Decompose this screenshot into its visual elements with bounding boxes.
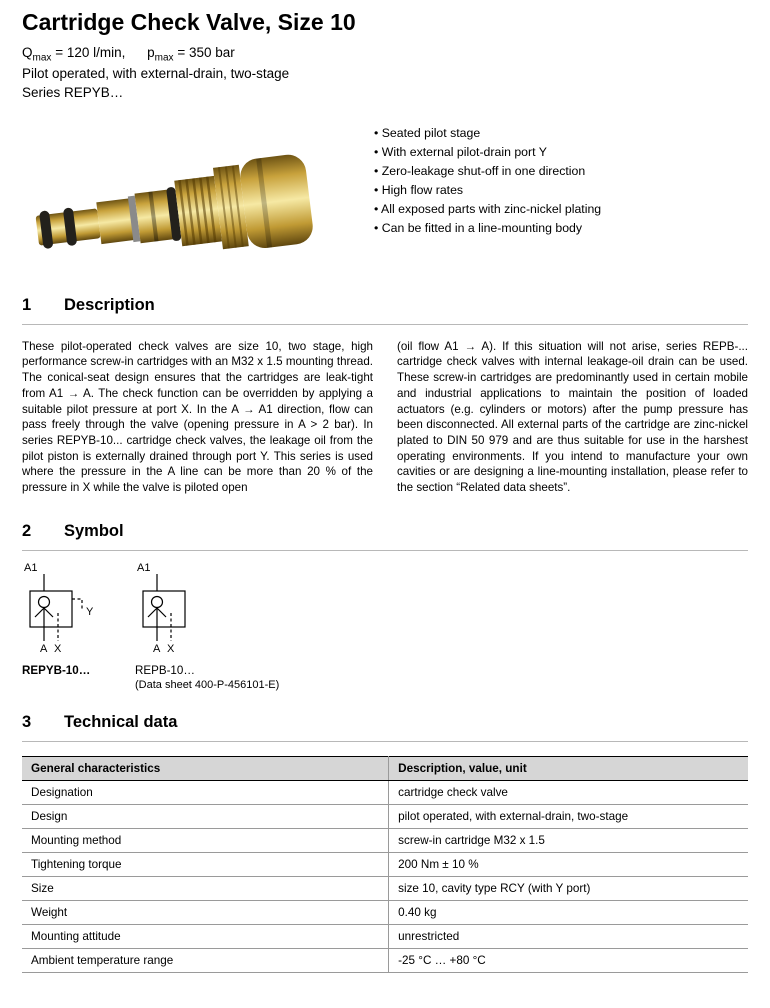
section-title: Symbol [64, 521, 124, 540]
section-heading-description [22, 296, 748, 325]
table-row [22, 780, 748, 804]
row-value-cell: pilot operated, with external-drain, two-stage [389, 804, 748, 828]
table-row [22, 948, 748, 972]
row-label-cell: Size [22, 876, 389, 900]
page-title: Cartridge Check Valve, Size 10 [22, 9, 356, 35]
subtitle-line-2: Series REPYB… [22, 84, 124, 100]
subtitle-line-1: Pilot operated, with external-drain, two-stage [22, 65, 290, 81]
caption-repyb: REPYB-10… [22, 663, 91, 677]
port-a1-label: A1 [137, 561, 151, 574]
pmax-symbol: p [147, 45, 155, 60]
row-value-cell: size 10, cavity type RCY (with Y port) [389, 876, 748, 900]
symbol-diagrams [22, 561, 748, 658]
row-label-cell: Designation [22, 780, 389, 804]
table-row [22, 900, 748, 924]
row-value-cell: cartridge check valve [389, 780, 748, 804]
port-a-label: A [153, 642, 161, 653]
feature-item: • All exposed parts with zinc-nickel plating [374, 200, 714, 219]
feature-item: • With external pilot-drain port Y [374, 143, 714, 162]
row-value-cell: -25 °C … +80 °C [389, 948, 748, 972]
row-label-cell: Mounting attitude [22, 924, 389, 948]
table-header-row [22, 756, 748, 780]
section-number: 2 [22, 521, 32, 540]
table-header-general: General characteristics [22, 756, 389, 780]
row-label-cell: Ambient temperature range [22, 948, 389, 972]
hydraulic-symbol-repyb [22, 561, 135, 658]
valve-photo [22, 116, 374, 274]
section-title: Description [64, 295, 155, 314]
row-label-cell: Tightening torque [22, 852, 389, 876]
hero-section [22, 116, 748, 274]
feature-list [374, 116, 714, 274]
pmax-value: = 350 bar [177, 45, 235, 60]
hydraulic-symbol-repb [135, 561, 205, 658]
feature-item: • Can be fitted in a line-mounting body [374, 219, 714, 238]
port-a1-label: A1 [24, 561, 38, 574]
table-header-description: Description, value, unit [389, 756, 748, 780]
feature-item: • Zero-leakage shut-off in one direction [374, 162, 714, 181]
feature-item: • Seated pilot stage [374, 124, 714, 143]
row-value-cell: unrestricted [389, 924, 748, 948]
row-label-cell: Weight [22, 900, 389, 924]
technical-data-table [22, 756, 748, 973]
row-value-cell: 200 Nm ± 10 % [389, 852, 748, 876]
table-row [22, 852, 748, 876]
row-label-cell: Design [22, 804, 389, 828]
symbol-captions [22, 664, 748, 691]
port-a-label: A [40, 642, 48, 653]
caption-repb: REPB-10… [135, 663, 195, 677]
row-value-cell: screw-in cartridge M32 x 1.5 [389, 828, 748, 852]
table-row [22, 876, 748, 900]
table-row [22, 828, 748, 852]
description-body [22, 339, 748, 496]
section-heading-symbol [22, 522, 748, 551]
section-number: 3 [22, 712, 32, 731]
table-row [22, 924, 748, 948]
port-y-label: Y [86, 605, 94, 618]
section-title: Technical data [64, 712, 178, 731]
pmax-subscript: max [154, 52, 174, 64]
port-x-label: X [54, 642, 62, 653]
qmax-subscript: max [32, 52, 52, 64]
row-label-cell: Mounting method [22, 828, 389, 852]
feature-item: • High flow rates [374, 181, 714, 200]
description-column-1: These pilot-operated check valves are size 10, two stage, high performance screw-in cartridges with an M32 x 1.5 mounting thread. The conical-seat design ensures that the cartridges are leak-tight from A1 → A. The check function can be overridden by applying a suitable pilot pressure at port X. In the A → A1 direction, flow can pass freely through the valve (opening pressure in A > 2 bar). In series REPYB-10... cartridge check valves, the leakage oil from the pilot piston is externally drained through port Y. This series is used where the pressure in the A line can be more than 20 % of the pressure in X while the valve is piloted open [22, 339, 373, 495]
section-heading-technical-data [22, 713, 748, 742]
qmax-symbol: Q [22, 45, 33, 60]
qmax-value: = 120 l/min, [55, 45, 126, 60]
table-row [22, 804, 748, 828]
description-column-2: (oil flow A1 → A). If this situation will not arise, series REPB-... cartridge check valves with internal leakage-oil drain can be used. These screw-in cartridges are predominantly used in certain mobile and industrial applications to maintain the position of loaded actuators (e.g. cylinders or motors) after the pump pressure has been disconnected. All external parts of the cartridge are zinc-nickel plated to DIN 50 979 and are thus suitable for use in the harshest operating environments. If you intend to manufacture your own cavities or are designing a line-mounting installation, please refer to the section “Related data sheets”. [397, 339, 748, 495]
section-number: 1 [22, 295, 32, 314]
port-x-label: X [167, 642, 175, 653]
caption-repb-note: (Data sheet 400-P-456101-E) [135, 678, 280, 691]
spec-line [22, 45, 748, 64]
caption-repb-block [135, 664, 279, 691]
row-value-cell: 0.40 kg [389, 900, 748, 924]
valve-illustration [22, 116, 362, 274]
